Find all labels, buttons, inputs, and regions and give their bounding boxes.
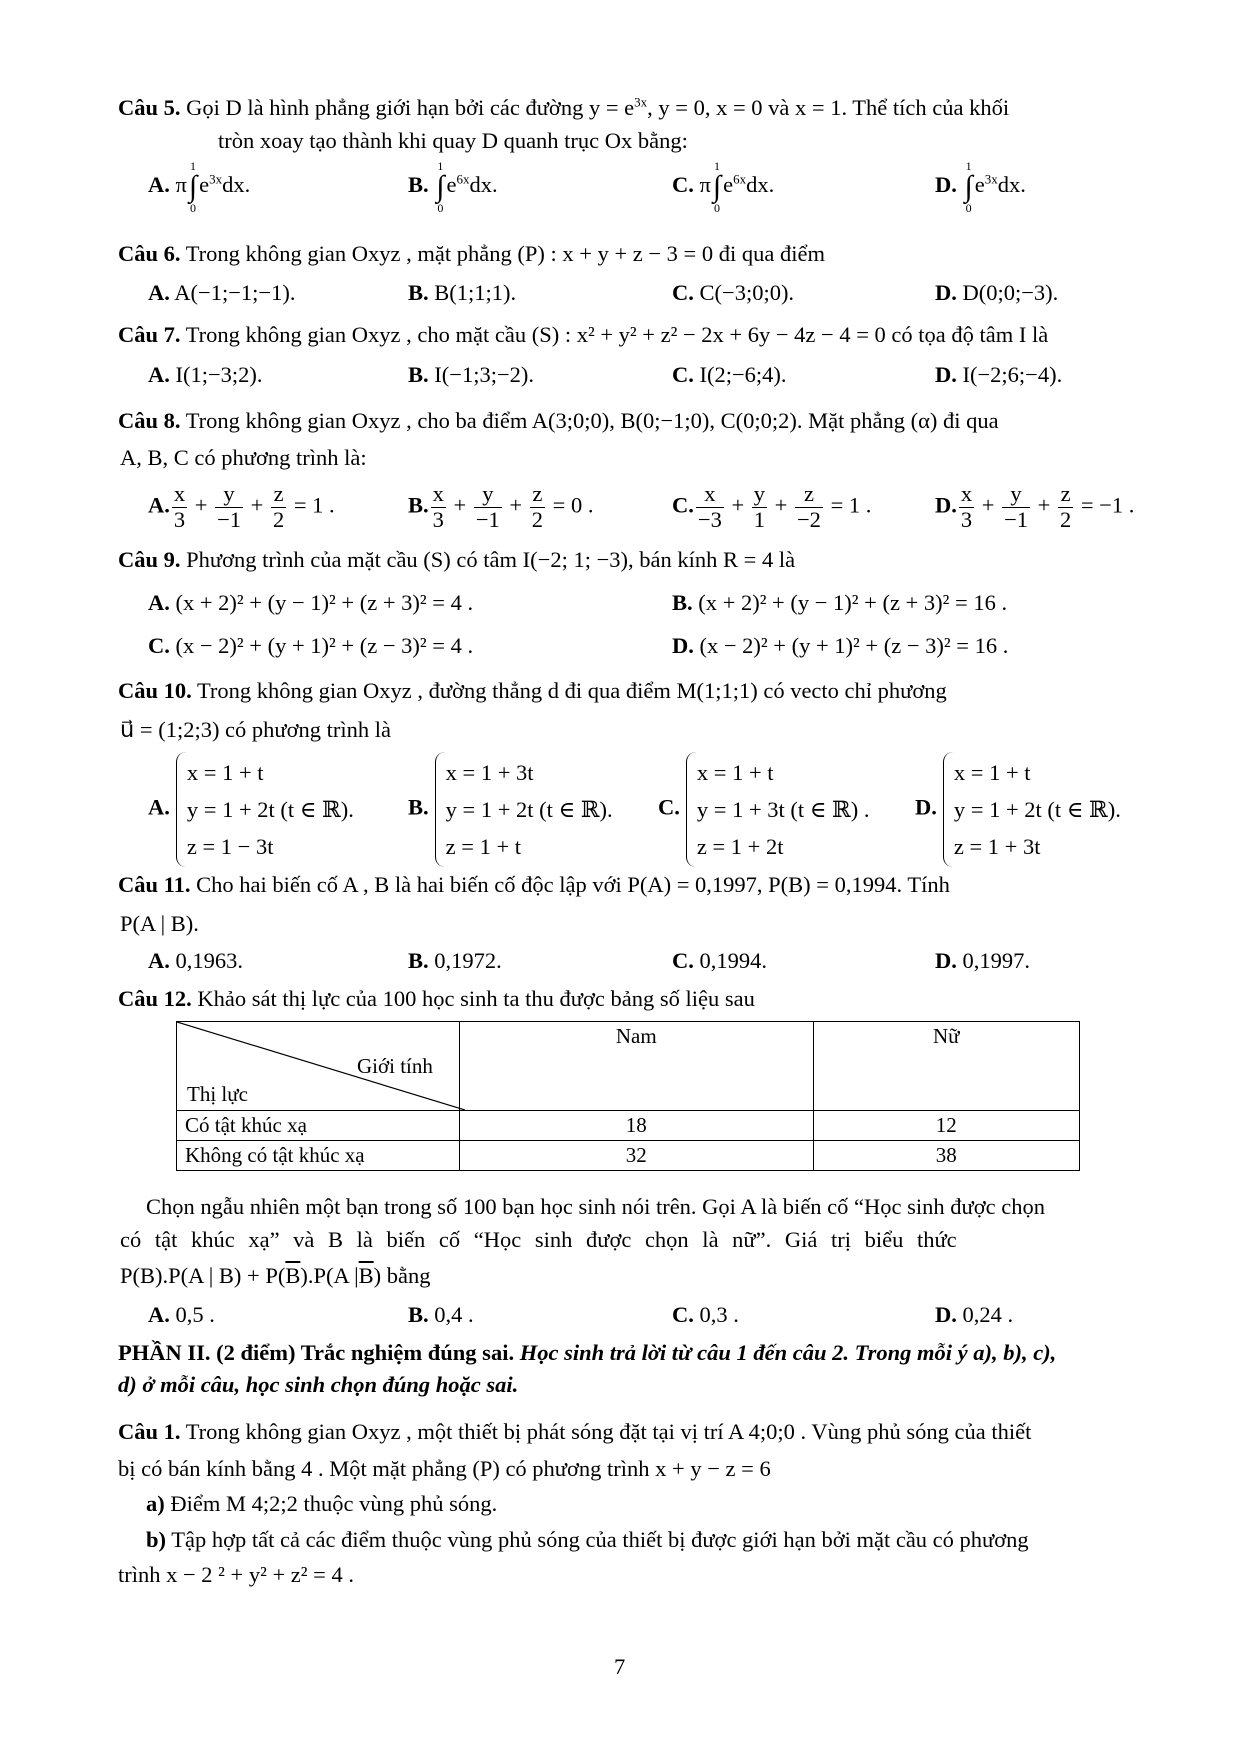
- integrand: e: [723, 172, 734, 198]
- option-text: I(1;−3;2).: [175, 362, 263, 387]
- fraction: [172, 482, 187, 533]
- equation-line: z = 1 + 3t: [953, 834, 1041, 859]
- equation-line: x = 1 + 3t: [445, 760, 534, 785]
- integral-symbol: ∫: [188, 170, 198, 203]
- equation-line: y = 1 + 3t (t ∈ ℝ) .: [696, 797, 870, 822]
- option-label: B.: [408, 362, 429, 387]
- q9-line: Câu 9. Phương trình của mặt cầu (S) có tâm I(−2; 1; −3), bán kính R = 4 là: [118, 547, 796, 572]
- p2q1-line2: bị có bán kính bằng 4 . Một mặt phẳng (P) có phương trình x + y − z = 6: [118, 1456, 771, 1481]
- option-label: C.: [672, 1302, 694, 1327]
- integral-lower: 0: [965, 201, 972, 215]
- option-label: B.: [408, 280, 429, 305]
- option-label: B.: [672, 590, 693, 615]
- option-label: A.: [148, 948, 170, 973]
- answer-option: [408, 280, 516, 306]
- denominator: −3: [697, 506, 722, 532]
- option-label: D.: [935, 1302, 957, 1327]
- numerator: x: [432, 481, 444, 506]
- answer-option: [408, 160, 498, 214]
- q5-line1: Câu 5. Gọi D là hình phẳng giới hạn bởi các đường $y = e^{3x}$, y = 0, x = 0 và x = 1. Thể tích của khối: [118, 94, 1010, 120]
- equation-line: x = 1 + t: [186, 760, 264, 785]
- q10-line2: u⃗ = (1;2;3) có phương trình là: [120, 717, 391, 742]
- option-label: C.: [672, 280, 694, 305]
- option-text: 0,4 .: [434, 1302, 474, 1327]
- answer-option: [148, 280, 295, 306]
- fraction: [474, 482, 502, 533]
- option-label: A.: [148, 492, 170, 518]
- table-corner-cell: [177, 1022, 460, 1111]
- integral-lower: 0: [437, 201, 444, 215]
- q11-line2: P(A | B).: [120, 911, 199, 936]
- fraction: [215, 482, 243, 533]
- q12-para1: Chọn ngẫu nhiên một bạn trong số 100 bạn học sinh nói trên. Gọi A là biến cố “Học sinh được chọn: [146, 1194, 1045, 1219]
- exponent: 3x: [984, 171, 998, 187]
- option-label: A.: [148, 590, 170, 615]
- numerator: y: [474, 482, 502, 508]
- corner-bottom-label: Thị lực: [187, 1082, 248, 1106]
- option-text: 0,1972.: [434, 948, 502, 973]
- exponent: 6x: [456, 171, 470, 187]
- answer-option: A. π 1 ∫ 0 $e^{3x}dx$.: [148, 159, 251, 215]
- answer-option: [672, 1302, 739, 1328]
- denominator: 3: [960, 506, 973, 532]
- option-label: D.: [935, 280, 957, 305]
- answer-option: [672, 280, 794, 306]
- answer-option: [148, 1302, 215, 1328]
- q12-para2: có tật khúc xạ” và B là biến cố “Học sinh được chọn là nữ”. Giá trị biểu thức: [120, 1227, 957, 1252]
- integral-sign: [189, 160, 197, 214]
- part2-title: PHẦN II. (2 điểm) Trắc nghiệm đúng sai. Học sinh trả lời từ câu 1 đến câu 2. Trong mỗi ý a), b), c),: [118, 1340, 1057, 1365]
- integrand: e: [199, 172, 210, 198]
- answer-option: C. $\frac{x}{-3}$ + $\frac{y}{1}$ + $\frac{z}{-2}$ = 1 .: [672, 481, 872, 532]
- equation-line: x = 1 + t: [696, 760, 774, 785]
- p2q1-item-b: b) Tập hợp tất cả các điểm thuộc vùng phủ sóng của thiết bị được giới hạn bởi mặt cầu có phương: [146, 1527, 1029, 1552]
- denominator: 2: [1059, 506, 1072, 532]
- rhs: = −1 .: [1075, 492, 1135, 518]
- numerator: y: [1002, 482, 1030, 508]
- integral-upper: 1: [189, 159, 196, 173]
- table-row: Không có tật khúc xạ 32 38: [177, 1141, 1080, 1171]
- option-text: I(−1;3;−2).: [434, 362, 534, 387]
- denominator: −1: [217, 506, 242, 532]
- p2q1-line1: Câu 1. Trong không gian Oxyz , một thiết bị phát sóng đặt tại vị trí A 4;0;0 . Vùng phủ sóng của thiết: [118, 1419, 1032, 1444]
- answer-option: [148, 948, 243, 974]
- answer-option: [408, 1302, 474, 1328]
- answer-option: B. $\frac{x}{3}$ + $\frac{y}{-1}$ + $\frac{z}{2}$ = 0 .: [408, 481, 594, 532]
- answer-option: [935, 1302, 1013, 1328]
- option-label: B.: [408, 492, 429, 518]
- answer-option: [935, 160, 1026, 214]
- answer-option: D. $\frac{x}{3}$ + $\frac{y}{-1}$ + $\frac{z}{2}$ = −1 .: [935, 481, 1135, 532]
- numerator: z: [795, 482, 823, 508]
- option-label: A.: [148, 280, 170, 305]
- p2q1-item-a: a) Điểm M 4;2;2 thuộc vùng phủ sóng.: [146, 1491, 498, 1516]
- fraction: [752, 482, 767, 533]
- equation-system: [943, 752, 1121, 867]
- option-text: 0,1997.: [962, 948, 1030, 973]
- equation-line: z = 1 + t: [445, 834, 522, 859]
- q7-line: Câu 7. Trong không gian Oxyz , cho mặt cầu (S) : x² + y² + z² − 2x + 6y − 4z − 4 = 0 có tọa độ tâm I là: [118, 322, 1049, 347]
- option-label: B.: [408, 172, 429, 198]
- denominator: 1: [753, 506, 766, 532]
- equation-line: y = 1 + 2t (t ∈ ℝ).: [953, 797, 1121, 822]
- rhs: = 1 .: [824, 492, 872, 518]
- corner-top-label: Giới tính: [357, 1054, 433, 1078]
- option-label: C.: [672, 172, 694, 198]
- fraction: [1002, 482, 1030, 533]
- q10-line1: Câu 10. Trong không gian Oxyz , đường thẳng d đi qua điểm M(1;1;1) có vecto chỉ phương: [118, 678, 947, 703]
- numerator: x: [173, 481, 186, 506]
- rhs: = 1 .: [288, 492, 335, 518]
- answer-option: [672, 362, 787, 388]
- option-label: C.: [672, 362, 694, 387]
- fraction: [431, 482, 446, 533]
- answer-option: [148, 590, 473, 616]
- option-text: (x + 2)² + (y − 1)² + (z + 3)² = 16 .: [698, 590, 1008, 615]
- option-label: A.: [148, 172, 170, 198]
- integral-lower: 0: [189, 201, 196, 215]
- integral-upper: 1: [713, 159, 720, 173]
- option-text: B(1;1;1).: [434, 280, 517, 305]
- answer-option: [408, 948, 502, 974]
- q8-line2: A, B, C có phương trình là:: [120, 445, 367, 470]
- answer-option: [408, 362, 534, 388]
- differential: dx.: [997, 172, 1026, 198]
- answer-option: [408, 752, 613, 867]
- option-text: (x + 2)² + (y − 1)² + (z + 3)² = 4 .: [175, 590, 474, 615]
- numerator: z: [1058, 482, 1073, 508]
- rhs: = 0 .: [547, 492, 594, 518]
- option-label: C.: [672, 492, 694, 518]
- answer-option: [148, 633, 473, 659]
- integral-symbol: ∫: [964, 170, 973, 203]
- numerator: z: [271, 482, 286, 508]
- equation-line: z = 1 + 2t: [696, 834, 784, 859]
- equation-system: [435, 752, 613, 867]
- table-header-nu: Nữ: [813, 1022, 1079, 1111]
- denominator: −2: [796, 506, 821, 532]
- q12-line: Câu 12. Khảo sát thị lực của 100 học sinh ta thu được bảng số liệu sau: [118, 986, 755, 1011]
- answer-option: [935, 948, 1030, 974]
- numerator: x: [696, 482, 724, 508]
- numerator: x: [960, 481, 973, 506]
- q11-line1: Câu 11. Cho hai biến cố A , B là hai biến cố độc lập với P(A) = 0,1997, P(B) = 0,1994. Tính: [118, 872, 950, 897]
- q8-line1: Câu 8. Trong không gian Oxyz , cho ba điểm A(3;0;0), B(0;−1;0), C(0;0;2). Mặt phẳng (α) đi qua: [118, 408, 999, 433]
- option-text: 0,1963.: [175, 948, 243, 973]
- denominator: 3: [432, 506, 444, 532]
- answer-option: [915, 752, 1121, 867]
- p2q1-item-b-line2: trình x − 2 ² + y² + z² = 4 .: [118, 1562, 354, 1587]
- option-label: C.: [658, 794, 680, 820]
- option-label: D.: [935, 492, 957, 518]
- integral-sign: [965, 160, 973, 214]
- q5-line2: tròn xoay tạo thành khi quay D quanh trục Ox bằng:: [218, 128, 688, 153]
- answer-option: [148, 362, 263, 388]
- equation-line: z = 1 − 3t: [186, 834, 274, 859]
- equation-line: y = 1 + 2t (t ∈ ℝ).: [186, 797, 354, 822]
- integral-sign: [436, 160, 444, 214]
- option-text: 0,5 .: [175, 1302, 215, 1327]
- option-label: D.: [915, 794, 937, 820]
- integral-symbol: ∫: [712, 170, 722, 203]
- page-number: 7: [614, 1654, 626, 1679]
- differential: dx.: [469, 172, 498, 198]
- option-text: 0,3 .: [699, 1302, 739, 1327]
- denominator: −1: [475, 506, 500, 532]
- q6-line: Câu 6. Trong không gian Oxyz , mặt phẳng (P) : x + y + z − 3 = 0 đi qua điểm: [118, 241, 825, 266]
- numerator: y: [753, 481, 766, 506]
- option-text: C(−3;0;0).: [699, 280, 795, 305]
- option-text: I(−2;6;−4).: [962, 362, 1063, 387]
- option-text: D(0;0;−3).: [962, 280, 1059, 305]
- part2-title-line2: d) ở mỗi câu, học sinh chọn đúng hoặc sai.: [118, 1372, 519, 1397]
- answer-option: A. $\frac{x}{3}$ + $\frac{y}{-1}$ + $\frac{z}{2}$ = 1 .: [148, 481, 335, 532]
- vision-table: [176, 1021, 1080, 1171]
- option-label: B.: [408, 948, 429, 973]
- numerator: z: [530, 482, 545, 508]
- answer-option: [935, 362, 1062, 388]
- answer-option: [672, 948, 767, 974]
- denominator: 2: [272, 506, 285, 532]
- answer-option: [148, 752, 354, 867]
- answer-option: [672, 633, 1008, 659]
- numerator: y: [215, 482, 243, 508]
- option-label: D.: [935, 362, 957, 387]
- table-row: Có tật khúc xạ 18 12: [177, 1111, 1080, 1141]
- fraction: [271, 482, 286, 533]
- differential: dx.: [746, 172, 775, 198]
- option-text: A(−1;−1;−1).: [174, 280, 296, 305]
- q12-expression: P(B).P(A | $B) + P(\overline{B}).P(A$ $|\overline{B}$) bằng: [120, 1263, 431, 1288]
- equation-line: x = 1 + t: [953, 760, 1031, 785]
- differential: dx.: [222, 172, 251, 198]
- denominator: 3: [173, 506, 186, 532]
- option-label: A.: [148, 1302, 170, 1327]
- equation-system: [176, 752, 354, 867]
- answer-option: C. π 1 ∫ 0 $e^{6x}dx$.: [672, 159, 775, 215]
- fraction: [795, 482, 823, 533]
- denominator: −1: [1004, 506, 1029, 532]
- integral-symbol: ∫: [436, 170, 445, 203]
- option-text: 0,1994.: [699, 948, 767, 973]
- answer-option: [658, 752, 869, 867]
- integrand: e: [446, 172, 457, 198]
- option-text: 0,24 .: [962, 1302, 1014, 1327]
- option-label: D.: [935, 948, 957, 973]
- table-header-nam: Nam: [460, 1022, 814, 1111]
- fraction: [959, 482, 974, 533]
- fraction: [696, 482, 724, 533]
- exponent: 3x: [209, 171, 223, 187]
- option-label: B.: [408, 794, 429, 820]
- option-label: C.: [672, 948, 694, 973]
- integral-upper: 1: [965, 159, 972, 173]
- equation-line: y = 1 + 2t (t ∈ ℝ).: [445, 797, 613, 822]
- option-label: D.: [672, 633, 694, 658]
- option-label: A.: [148, 362, 170, 387]
- answer-option: [672, 590, 1007, 616]
- integral-sign: [713, 160, 721, 214]
- option-label: B.: [408, 1302, 429, 1327]
- fraction: [530, 482, 545, 533]
- option-label: D.: [935, 172, 957, 198]
- equation-system: [686, 752, 870, 867]
- option-text: I(2;−6;4).: [699, 362, 787, 387]
- option-label: C.: [148, 633, 170, 658]
- integral-upper: 1: [437, 159, 444, 173]
- answer-option: [935, 280, 1058, 306]
- denominator: 2: [531, 506, 543, 532]
- fraction: [1058, 482, 1073, 533]
- integrand: e: [974, 172, 985, 198]
- option-text: (x − 2)² + (y + 1)² + (z − 3)² = 4 .: [175, 633, 474, 658]
- integral-lower: 0: [713, 201, 720, 215]
- option-label: A.: [148, 794, 170, 820]
- exponent: 6x: [733, 171, 747, 187]
- option-text: (x − 2)² + (y + 1)² + (z − 3)² = 16 .: [699, 633, 1009, 658]
